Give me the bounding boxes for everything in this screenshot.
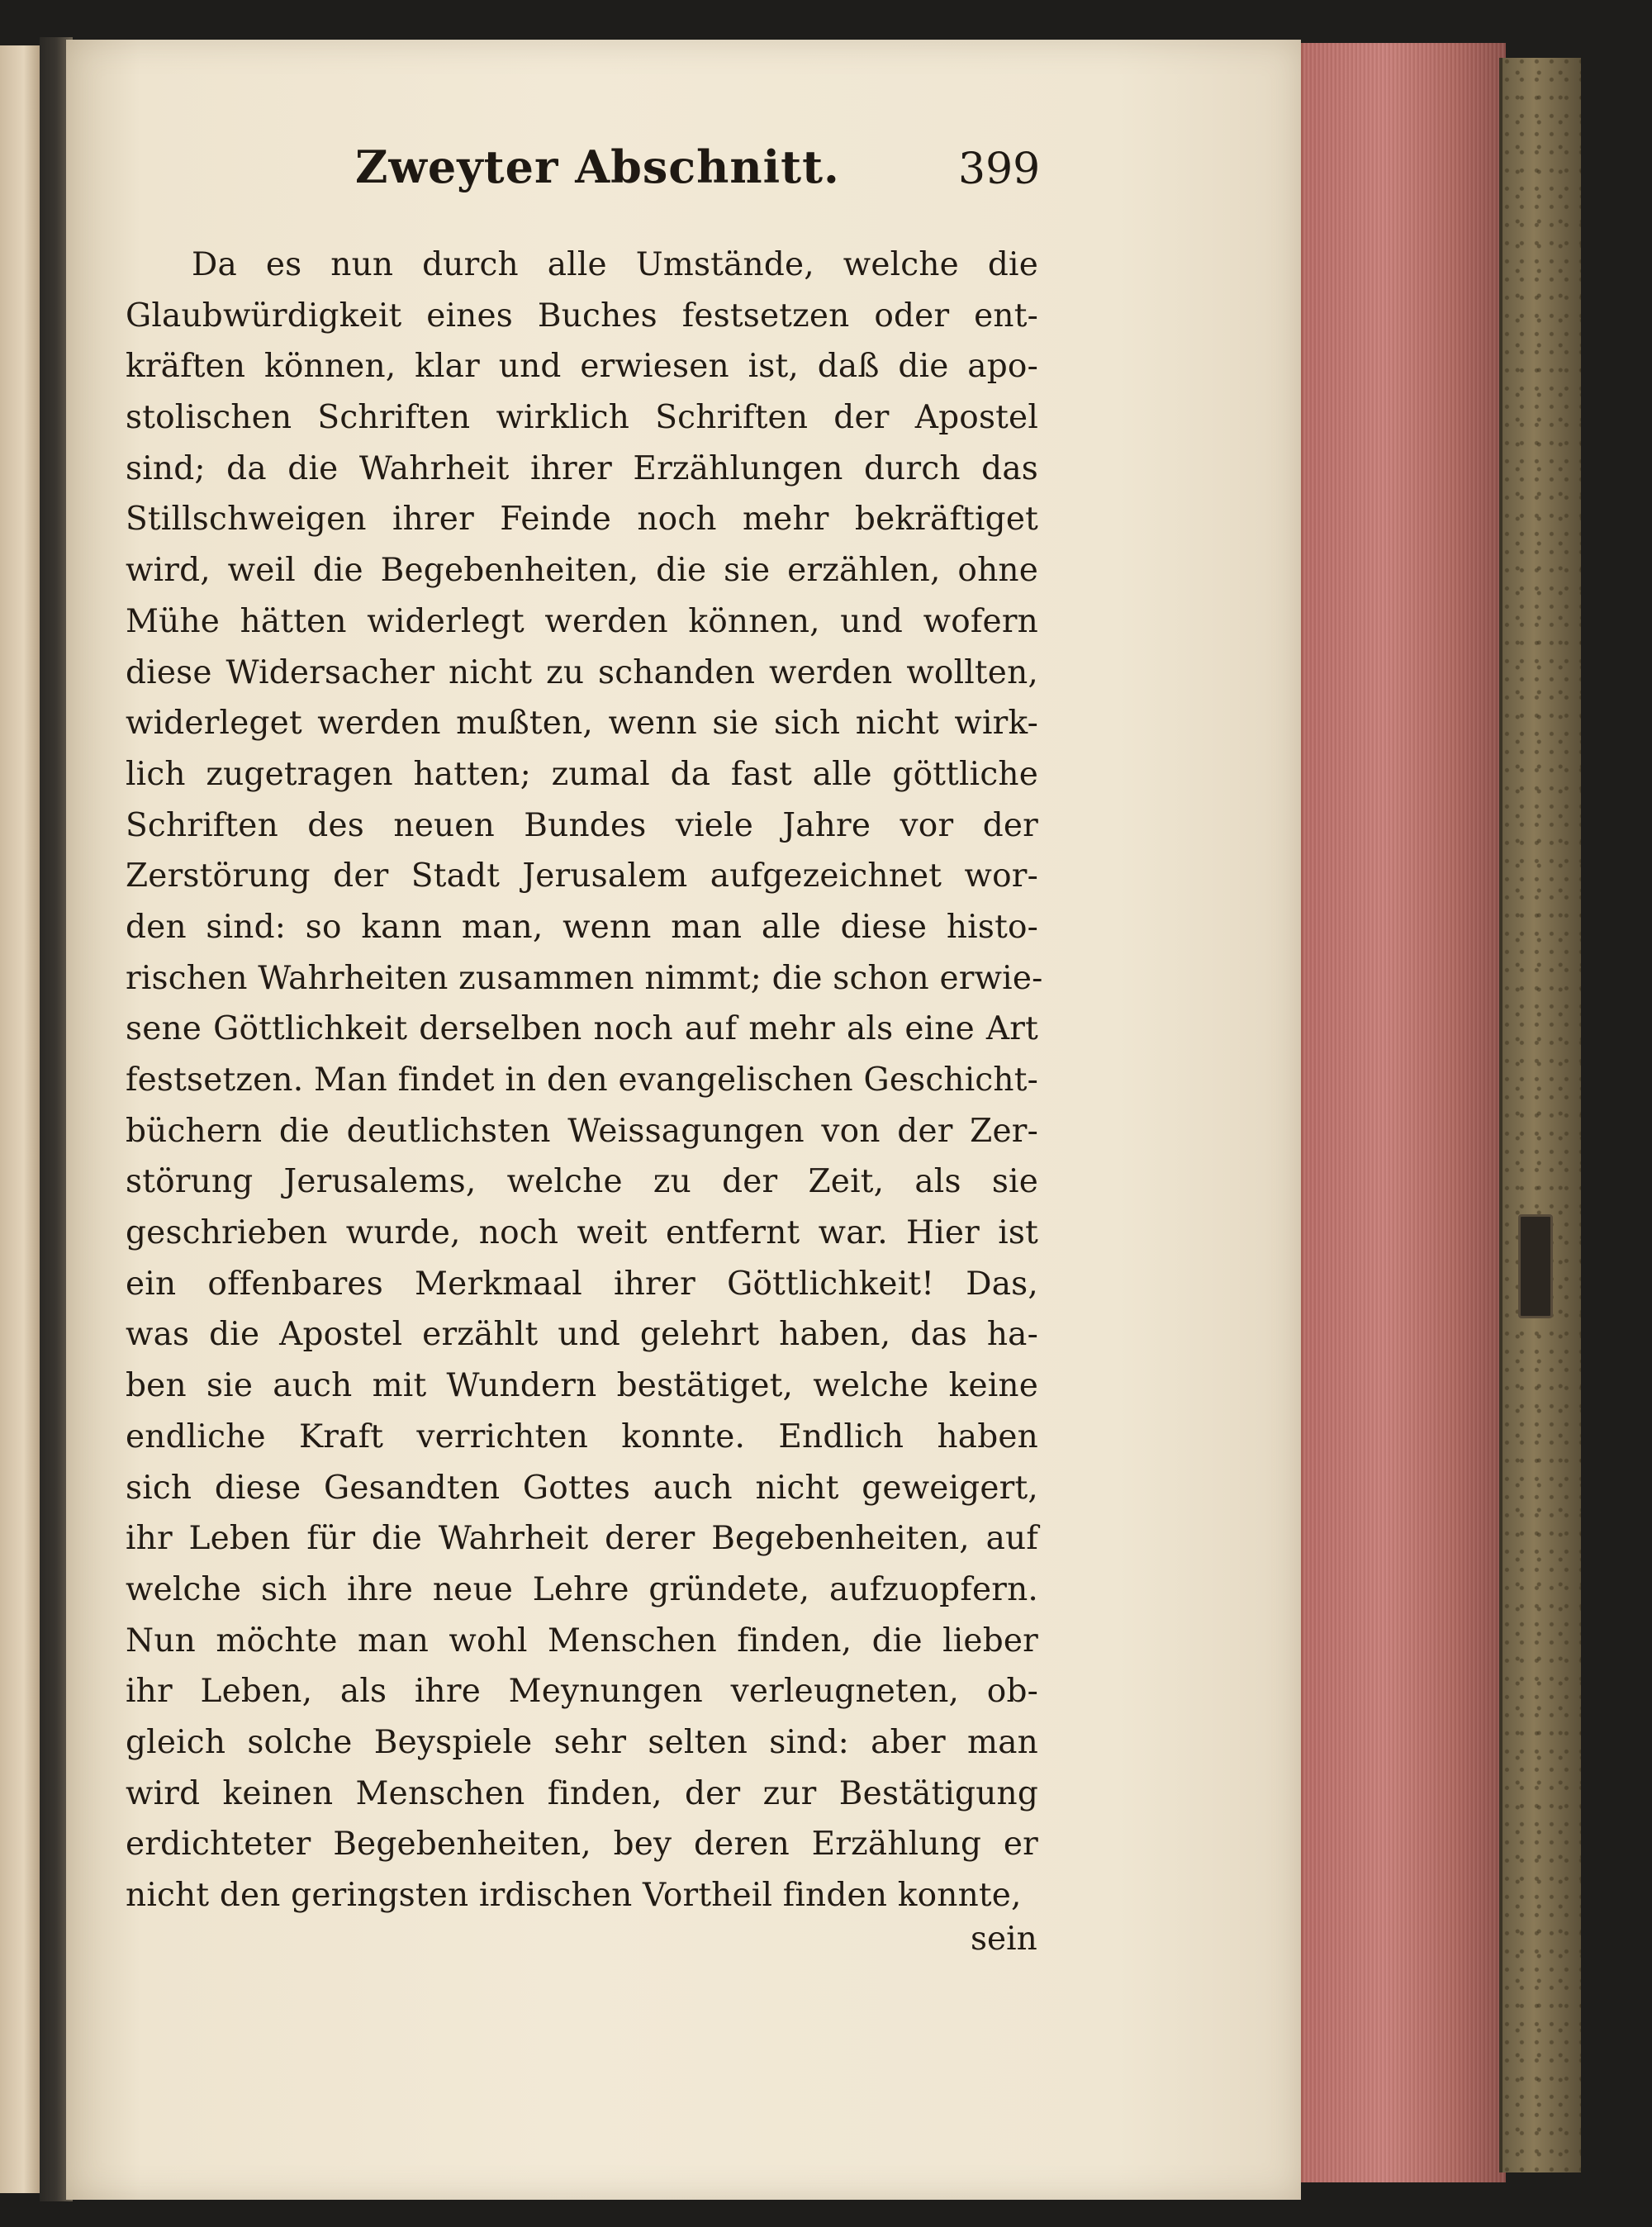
text-line: Da es nun durch alle Umstände, welche die (192, 246, 1038, 283)
page-number: 399 (958, 145, 1041, 194)
text-line: Nun möchte man wohl Menschen finden, die lieber (126, 1622, 1038, 1660)
text-line: ben sie auch mit Wundern bestätiget, welche keine (126, 1367, 1038, 1405)
text-line: geschrieben wurde, noch weit entfernt war. Hier ist (126, 1214, 1038, 1252)
left-page-edge (0, 45, 41, 2193)
text-line: Stillschweigen ihrer Feinde noch mehr bekräftiget (126, 501, 1038, 539)
marbled-back-cover (1499, 58, 1581, 2172)
text-line: erdichteter Begebenheiten, bey deren Erzählung er (126, 1826, 1038, 1864)
text-line: ihr Leben für die Wahrheit derer Begebenheiten, auf (126, 1520, 1038, 1558)
text-line: Schriften des neuen Bundes viele Jahre vor der (126, 806, 1038, 844)
text-line: rischen Wahrheiten zusammen nimmt; die schon erwie- (126, 959, 1043, 997)
text-line: festsetzen. Man findet in den evangelischen Geschicht- (126, 1061, 1038, 1099)
text-line: sind; da die Wahrheit ihrer Erzählungen durch das (126, 449, 1038, 487)
text-line: Mühe hätten widerlegt werden können, und wofern (126, 602, 1038, 640)
text-line: lich zugetragen hatten; zumal da fast alle göttliche (126, 755, 1038, 793)
text-line: endliche Kraft verrichten konnte. Endlich haben (126, 1417, 1038, 1455)
text-line: wird keinen Menschen finden, der zur Bestätigung (126, 1774, 1038, 1812)
text-line: kräften können, klar und erwiesen ist, daß die apo- (126, 348, 1038, 386)
text-line: wird, weil die Begebenheiten, die sie erzählen, ohne (126, 552, 1038, 590)
text-line: widerleget werden mußten, wenn sie sich nicht wirk- (126, 705, 1038, 743)
text-line: gleich solche Beyspiele sehr selten sind: aber man (126, 1723, 1038, 1761)
text-line: sene Göttlichkeit derselben noch auf mehr als eine Art (126, 1010, 1038, 1048)
text-line: den sind: so kann man, wenn man alle diese histo- (126, 908, 1038, 946)
text-line: stolischen Schriften wirklich Schriften der Apostel (126, 399, 1038, 437)
text-line: Glaubwürdigkeit eines Buches festsetzen oder ent- (126, 297, 1038, 335)
text-line: ein offenbares Merkmaal ihrer Göttlichkeit! Das, (126, 1265, 1038, 1303)
body-text (126, 240, 1043, 1921)
cover-clasp (1518, 1214, 1553, 1318)
running-head: Zweyter Abschnitt. (355, 140, 840, 193)
text-line: sich diese Gesandten Gottes auch nicht geweigert, (126, 1469, 1038, 1507)
text-line: welche sich ihre neue Lehre gründete, aufzuopfern. (126, 1570, 1038, 1608)
text-line: was die Apostel erzählt und gelehrt haben, das ha- (126, 1316, 1038, 1354)
text-line: störung Jerusalems, welche zu der Zeit, als sie (126, 1163, 1038, 1201)
text-line: Zerstörung der Stadt Jerusalem aufgezeichnet wor- (126, 857, 1038, 895)
text-line: nicht den geringsten irdischen Vortheil finden konnte, (126, 1877, 1022, 1914)
catchword: sein (971, 1921, 1037, 1958)
text-line: büchern die deutlichsten Weissagungen von der Zer- (126, 1112, 1038, 1150)
red-page-edges (1301, 43, 1506, 2182)
text-line: diese Widersacher nicht zu schanden werden wollten, (126, 653, 1038, 691)
text-line: ihr Leben, als ihre Meynungen verleugneten, ob- (126, 1673, 1038, 1711)
